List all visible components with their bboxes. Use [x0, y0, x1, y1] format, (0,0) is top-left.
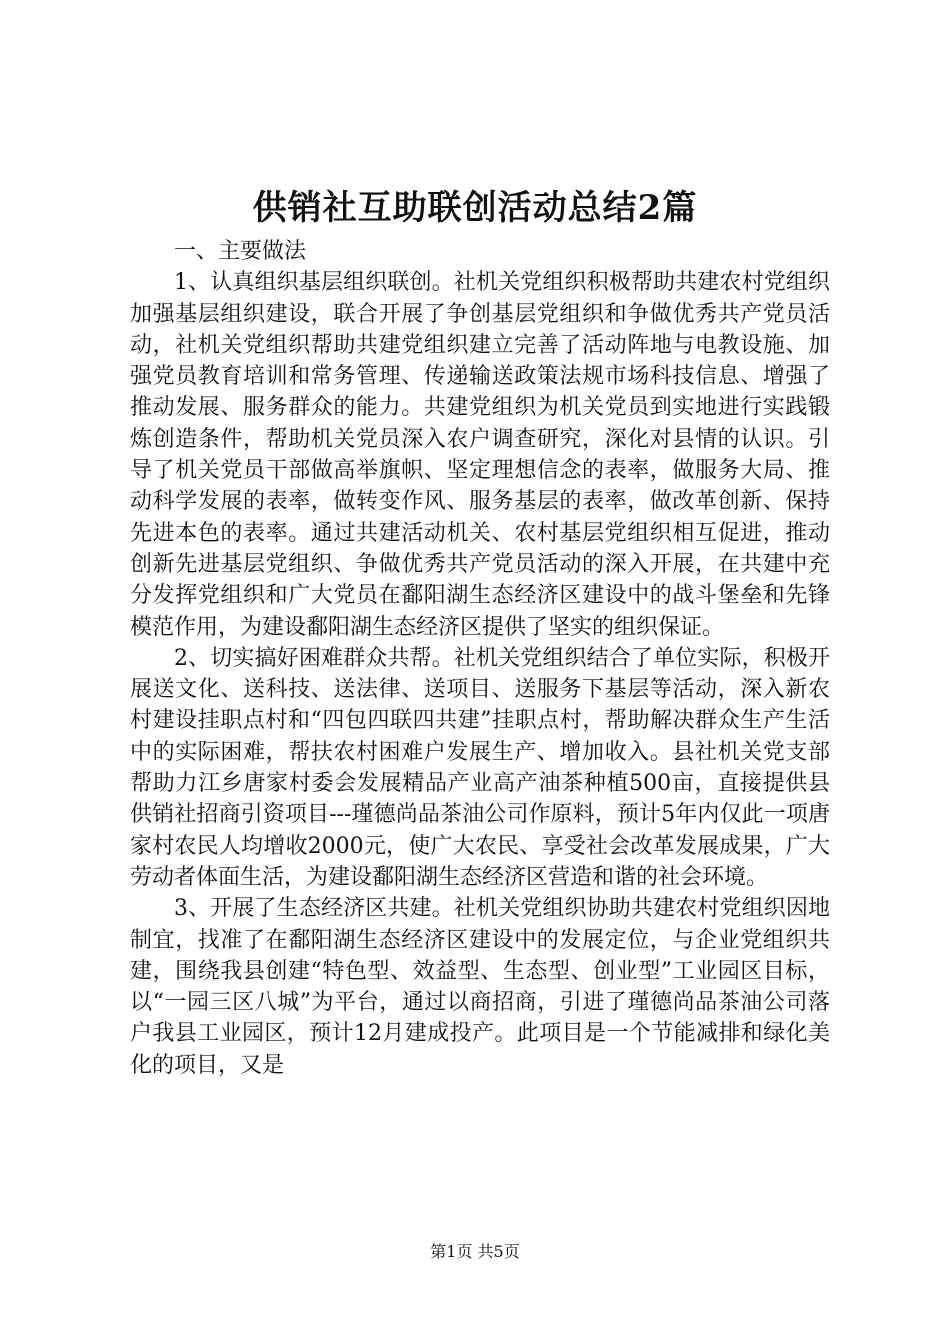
document-title: 供销社互助联创活动总结2篇: [252, 188, 698, 228]
document-body: [130, 236, 830, 1081]
paragraph-1: 1、认真组织基层组织联创。社机关党组织积极帮助共建农村党组织加强基层组织建设，联合开展了争创基层党组织和争做优秀共产党员活动，社机关党组织帮助共建党组织建立完善了活动阵地与电教设施、加强党员教育培训和常务管理、传递输送政策法规市场科技信息、增强了推动发展、服务群众的能力。共建党组织为机关党员到实地进行实践锻炼创造条件，帮助机关党员深入农户调查研究，深化对县情的认识。引导了机关党员干部做高举旗帜、坚定理想信念的表率，做服务大局、推动科学发展的表率，做转变作风、服务基层的表率，做改革创新、保持先进本色的表率。通过共建活动机关、农村基层党组织相互促进，推动创新先进基层党组织、争做优秀共产党员活动的深入开展，在共建中充分发挥党组织和广大党员在鄱阳湖生态经济区建设中的战斗堡垒和先锋模范作用，为建设鄱阳湖生态经济区提供了坚实的组织保证。: [130, 270, 830, 640]
section-heading: 一、主要做法: [174, 239, 307, 264]
page-number-footer: 第1页 共5页: [430, 1242, 520, 1261]
paragraph-3: 3、开展了生态经济区共建。社机关党组织协助共建农村党组织因地制宜，找准了在鄱阳湖生态经济区建设中的发展定位，与企业党组织共建，围绕我县创建“特色型、效益型、生态型、创业型”工业园区目标，以“一园三区八城”为平台，通过以商招商，引进了瑾德尚品茶油公司落户我县工业园区，预计12月建成投产。此项目是一个节能减排和绿化美化的项目，又是: [130, 896, 830, 1078]
paragraph-2: 2、切实搞好困难群众共帮。社机关党组织结合了单位实际，积极开展送文化、送科技、送法律、送项目、送服务下基层等活动，深入新农村建设挂职点村和“四包四联四共建”挂职点村，帮助解决群众生产生活中的实际困难，帮扶农村困难户发展生产、增加收入。县社机关党支部帮助力江乡唐家村委会发展精品产业高产油茶种植500亩，直接提供县供销社招商引资项目---瑾德尚品茶油公司作原料，预计5年内仅此一项唐家村农民人均增收2000元，使广大农民、享受社会改革发展成果，广大劳动者体面生活，为建设鄱阳湖生态经济区营造和谐的社会环境。: [130, 645, 830, 890]
